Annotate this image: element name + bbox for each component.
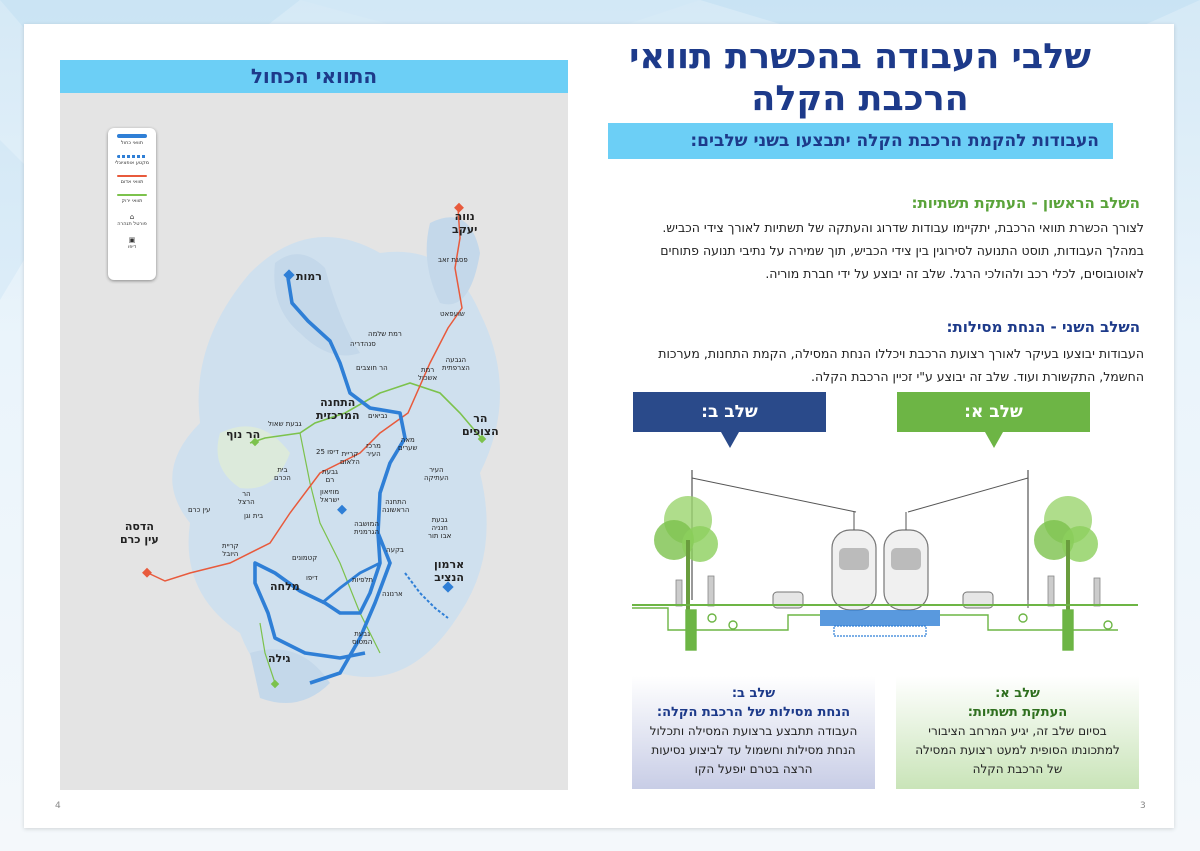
label-arnona: ארנונה — [382, 590, 403, 598]
stage1-text: לצורך הכשרת תוואי הרכבת, יתקיימו עבודות שדרוג והעתקה של תשתיות לאורך צידי הכביש. במהלך העבודות, תוסט התנועה לסירוגין בין צידי הכביש, תוך שמירה על נתיבי תנועה פתוחים לאוטובוסים, לכלי רכב ולהולכי הרגל. שלב זה יבוצע על ידי חברת מוריה. — [660, 220, 1144, 281]
label-museum: מוזיאון ישראל — [320, 488, 340, 504]
label-ramat-eshkol: רמת אשכול — [418, 366, 438, 382]
stage-b-title: שלב ב: — [731, 686, 776, 701]
subtitle-bar: העבודות להקמת הרכבת הקלה יתבצעו בשני שלבים: — [608, 123, 1113, 159]
label-pisgat-zeev: פסגת זאב — [438, 256, 468, 264]
label-bakaa: בקעה — [386, 546, 404, 554]
label-mea-shearim: מאה שערים — [398, 436, 418, 452]
label-har-hotzvim: הר חוצבים — [356, 364, 388, 372]
label-katamonim: קטמונים — [292, 554, 318, 562]
train-right — [884, 512, 928, 610]
label-beit-hakerem: בית הכרם — [274, 466, 291, 482]
street-cross-section-illustration — [608, 440, 1143, 655]
label-ein-kerem: עין כרם — [188, 506, 211, 514]
legend-depot: ▣ דיפו — [111, 236, 153, 250]
label-bayit-vegan: בית וגן — [244, 512, 264, 520]
label-shuafat: שועפאט — [440, 310, 465, 318]
label-armon: ארמון הנציב — [434, 558, 465, 584]
legend-red: תוואי אדום — [111, 175, 153, 185]
label-old-city: העיר העתיקה — [424, 466, 449, 482]
stage-b-box — [632, 676, 875, 789]
label-depot25: דיפו 25 — [316, 448, 339, 456]
label-neve-yaakov: נווה יעקב — [452, 210, 478, 236]
label-kiryat-hayovel: קריית היובל — [222, 542, 239, 558]
stage-b-tag: שלב ב: — [633, 392, 826, 432]
legend-optional: מקטע אופציונלי — [111, 155, 153, 166]
stage2-heading: השלב השני - הנחת מסילות: — [946, 318, 1140, 336]
stage1-heading: השלב הראשון - העתקת תשתיות: — [911, 194, 1140, 212]
stage-a-title: שלב א: — [995, 686, 1040, 701]
label-hadassah: הדסה עין כרם — [120, 520, 159, 546]
label-sanhedria: סנהדריה — [350, 340, 376, 348]
label-givat-hamatos: גבעת המטוס — [352, 630, 373, 646]
label-ramot: רמות — [296, 270, 322, 283]
legend-green: תוואי ירוק — [111, 194, 153, 204]
map-title: התוואי הכחול — [60, 60, 568, 93]
legend-blue: תוואי כחול — [111, 134, 153, 146]
label-nevuot: נביאים — [368, 412, 388, 420]
label-tahana-rishona: התחנה הראשונה — [382, 498, 410, 514]
map-panel — [60, 60, 568, 790]
stage-b-subtitle: הנחת מסילות של הרכבת הקלה: — [656, 705, 851, 720]
stage-a-subtitle: העתקת תשתיות: — [967, 705, 1068, 720]
stage-b-desc: העבודה תתבצע ברצועת המסילה ותכלול הנחת מסילות וחשמול עד לביצוע נסיעות הרצה בטרם יופעל הקו — [649, 724, 858, 776]
label-har-nof: הר נוף — [226, 428, 261, 441]
label-talpiot: תלפיות — [352, 576, 374, 584]
depot-icon: ▣ — [128, 236, 136, 244]
tunnel-portal-icon: ⌂ — [129, 213, 135, 221]
stage-a-tag: שלב א: — [897, 392, 1090, 432]
map-legend — [108, 128, 156, 280]
label-har-herzl: הר הרצל — [238, 490, 255, 506]
stage2-text: העבודות יבוצעו בעיקר לאורך רצועת הרכבת ויכללו הנחת המסילה, הקמת התחנות, מערכות החשמל, התקשורת ועוד. שלב זה יבוצע ע"י זכיין הרכבת הקלה. — [658, 346, 1144, 384]
label-givat-shaul: גבעת שאול — [268, 420, 302, 428]
label-depot-malcha: דיפו — [306, 574, 318, 582]
stage-a-box — [896, 676, 1139, 789]
label-ramat-shlomo: רמת שלמה — [368, 330, 402, 338]
legend-portal: ⌂ פורטל תנהרה — [111, 213, 153, 227]
label-givah-tzarfatit: הגבעה הצרפתית — [442, 356, 470, 372]
label-merkaz-hair: מרכז העיר — [366, 442, 381, 458]
page-title: שלבי העבודה בהכשרת תוואי הרכבת הקלה — [629, 37, 1091, 119]
page-number-left: 4 — [55, 801, 61, 811]
stage-a-desc: בסיום שלב זה, יגיע המרחב הציבורי למתכונתו הסופית למעט רצועת המסילה של הרכבת הקלה — [915, 724, 1120, 776]
page-number-right: 3 — [1140, 801, 1146, 811]
tree-right — [1034, 496, 1098, 612]
label-givat-ram: גבעת רם — [322, 468, 338, 484]
label-gilo: גילה — [268, 652, 291, 665]
label-central-station: התחנה המרכזית — [316, 396, 360, 422]
terminus-hadassah — [142, 568, 152, 578]
label-yemin: גבעת חנניה אבו תור — [428, 516, 452, 540]
label-kiryat-halom: קריית הלאום — [340, 450, 360, 466]
label-har-hatzofim: הר הצופים — [462, 412, 499, 438]
train-left — [832, 512, 876, 610]
label-hamoshava: המושבה הגרמנית — [354, 520, 380, 536]
label-malcha: מלחה — [270, 580, 300, 593]
